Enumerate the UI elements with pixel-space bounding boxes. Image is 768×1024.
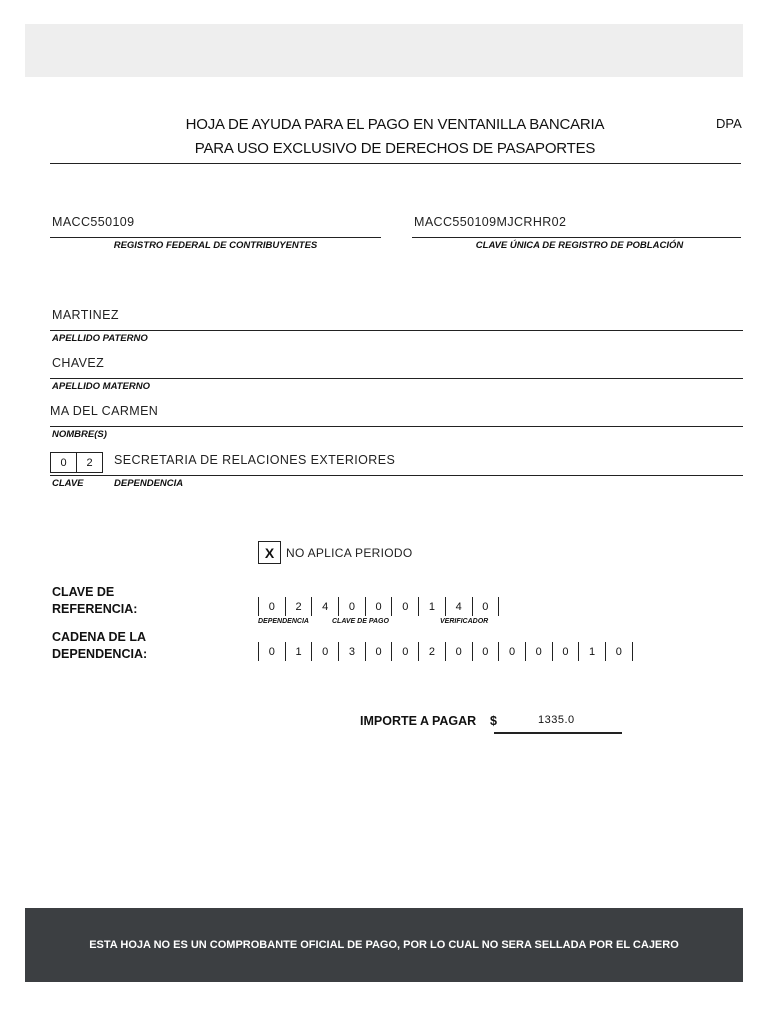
apellido-paterno-label: APELLIDO PATERNO	[52, 333, 148, 344]
curp-label: CLAVE ÚNICA DE REGISTRO DE POBLACIÓN	[475, 240, 684, 251]
referencia-sub-clave-pago: CLAVE DE PAGO	[332, 618, 389, 625]
dependencia-clave-boxes	[50, 452, 103, 473]
cadena-dependencia-label-line1: CADENA DE LA	[52, 630, 146, 644]
clave-referencia-label-line2: REFERENCIA:	[52, 602, 138, 616]
cadena-digit: 0	[473, 642, 500, 661]
referencia-digit: 2	[286, 597, 313, 616]
apellido-paterno-value: MARTINEZ	[52, 308, 119, 322]
rfc-label: REGISTRO FEDERAL DE CONTRIBUYENTES	[113, 240, 318, 251]
clave-referencia-label-line1: CLAVE DE	[52, 585, 115, 599]
cadena-digit: 1	[286, 642, 313, 661]
referencia-digit: 4	[446, 597, 473, 616]
top-banner	[25, 24, 743, 77]
cadena-digit: 0	[526, 642, 553, 661]
cadena-digit: 0	[366, 642, 393, 661]
referencia-digit: 0	[366, 597, 393, 616]
referencia-sub-dependencia: DEPENDENCIA	[258, 618, 309, 625]
no-aplica-periodo-checkbox[interactable]: X	[258, 541, 281, 564]
dependencia-clave-digit: 0	[51, 453, 77, 472]
cadena-digit: 1	[579, 642, 606, 661]
cadena-digit: 0	[446, 642, 473, 661]
cadena-dependencia-digits	[258, 642, 633, 661]
nombre-label: NOMBRE(S)	[52, 429, 107, 440]
cadena-dependencia-label-line2: DEPENDENCIA:	[52, 647, 148, 661]
rfc-value: MACC550109	[52, 215, 135, 229]
clave-referencia-digits	[258, 597, 499, 616]
referencia-digit: 0	[258, 597, 286, 616]
apellido-materno-value: CHAVEZ	[52, 356, 105, 370]
referencia-sub-verificador: VERIFICADOR	[440, 618, 489, 625]
dependencia-clave-digit: 2	[77, 453, 103, 472]
cadena-digit: 0	[312, 642, 339, 661]
cadena-dependencia-label	[52, 629, 147, 663]
cadena-digit: 3	[339, 642, 366, 661]
cadena-digit: 0	[258, 642, 286, 661]
apellido-materno-label: APELLIDO MATERNO	[52, 381, 150, 392]
nombre-value: MA DEL CARMEN	[50, 404, 159, 418]
form-title-line1: HOJA DE AYUDA PARA EL PAGO EN VENTANILLA BANCARIA	[185, 116, 605, 133]
cadena-digit: 0	[553, 642, 580, 661]
form-title-line2: PARA USO EXCLUSIVO DE DERECHOS DE PASAPORTES	[194, 140, 596, 157]
importe-amount: 1335.0	[538, 714, 575, 726]
referencia-digit: 4	[312, 597, 339, 616]
form-code: DPA	[716, 116, 742, 131]
apellido-materno-line	[50, 378, 743, 379]
dependencia-line	[50, 475, 743, 476]
cadena-digit: 0	[606, 642, 633, 661]
dependencia-label: DEPENDENCIA	[114, 478, 184, 489]
importe-line	[494, 732, 622, 734]
no-aplica-periodo-label: NO APLICA PERIODO	[286, 546, 413, 560]
footer-disclaimer	[25, 908, 743, 982]
importe-currency: $	[490, 714, 497, 728]
rfc-line	[50, 237, 381, 238]
clave-referencia-label	[52, 584, 137, 618]
nombre-line	[50, 426, 743, 427]
referencia-digit: 0	[339, 597, 366, 616]
curp-value: MACC550109MJCRHR02	[414, 215, 567, 229]
referencia-digit: 1	[419, 597, 446, 616]
dependencia-clave-label: CLAVE	[52, 478, 84, 489]
footer-disclaimer-text: ESTA HOJA NO ES UN COMPROBANTE OFICIAL DE PAGO, POR LO CUAL NO SERA SELLADA POR EL CAJERO	[89, 939, 679, 951]
title-divider	[50, 163, 741, 164]
dependencia-name: SECRETARIA DE RELACIONES EXTERIORES	[114, 453, 396, 467]
referencia-digit: 0	[392, 597, 419, 616]
cadena-digit: 0	[499, 642, 526, 661]
cadena-digit: 2	[419, 642, 446, 661]
curp-line	[412, 237, 741, 238]
referencia-digit: 0	[473, 597, 500, 616]
cadena-digit: 0	[392, 642, 419, 661]
apellido-paterno-line	[50, 330, 743, 331]
importe-label: IMPORTE A PAGAR	[360, 714, 477, 728]
